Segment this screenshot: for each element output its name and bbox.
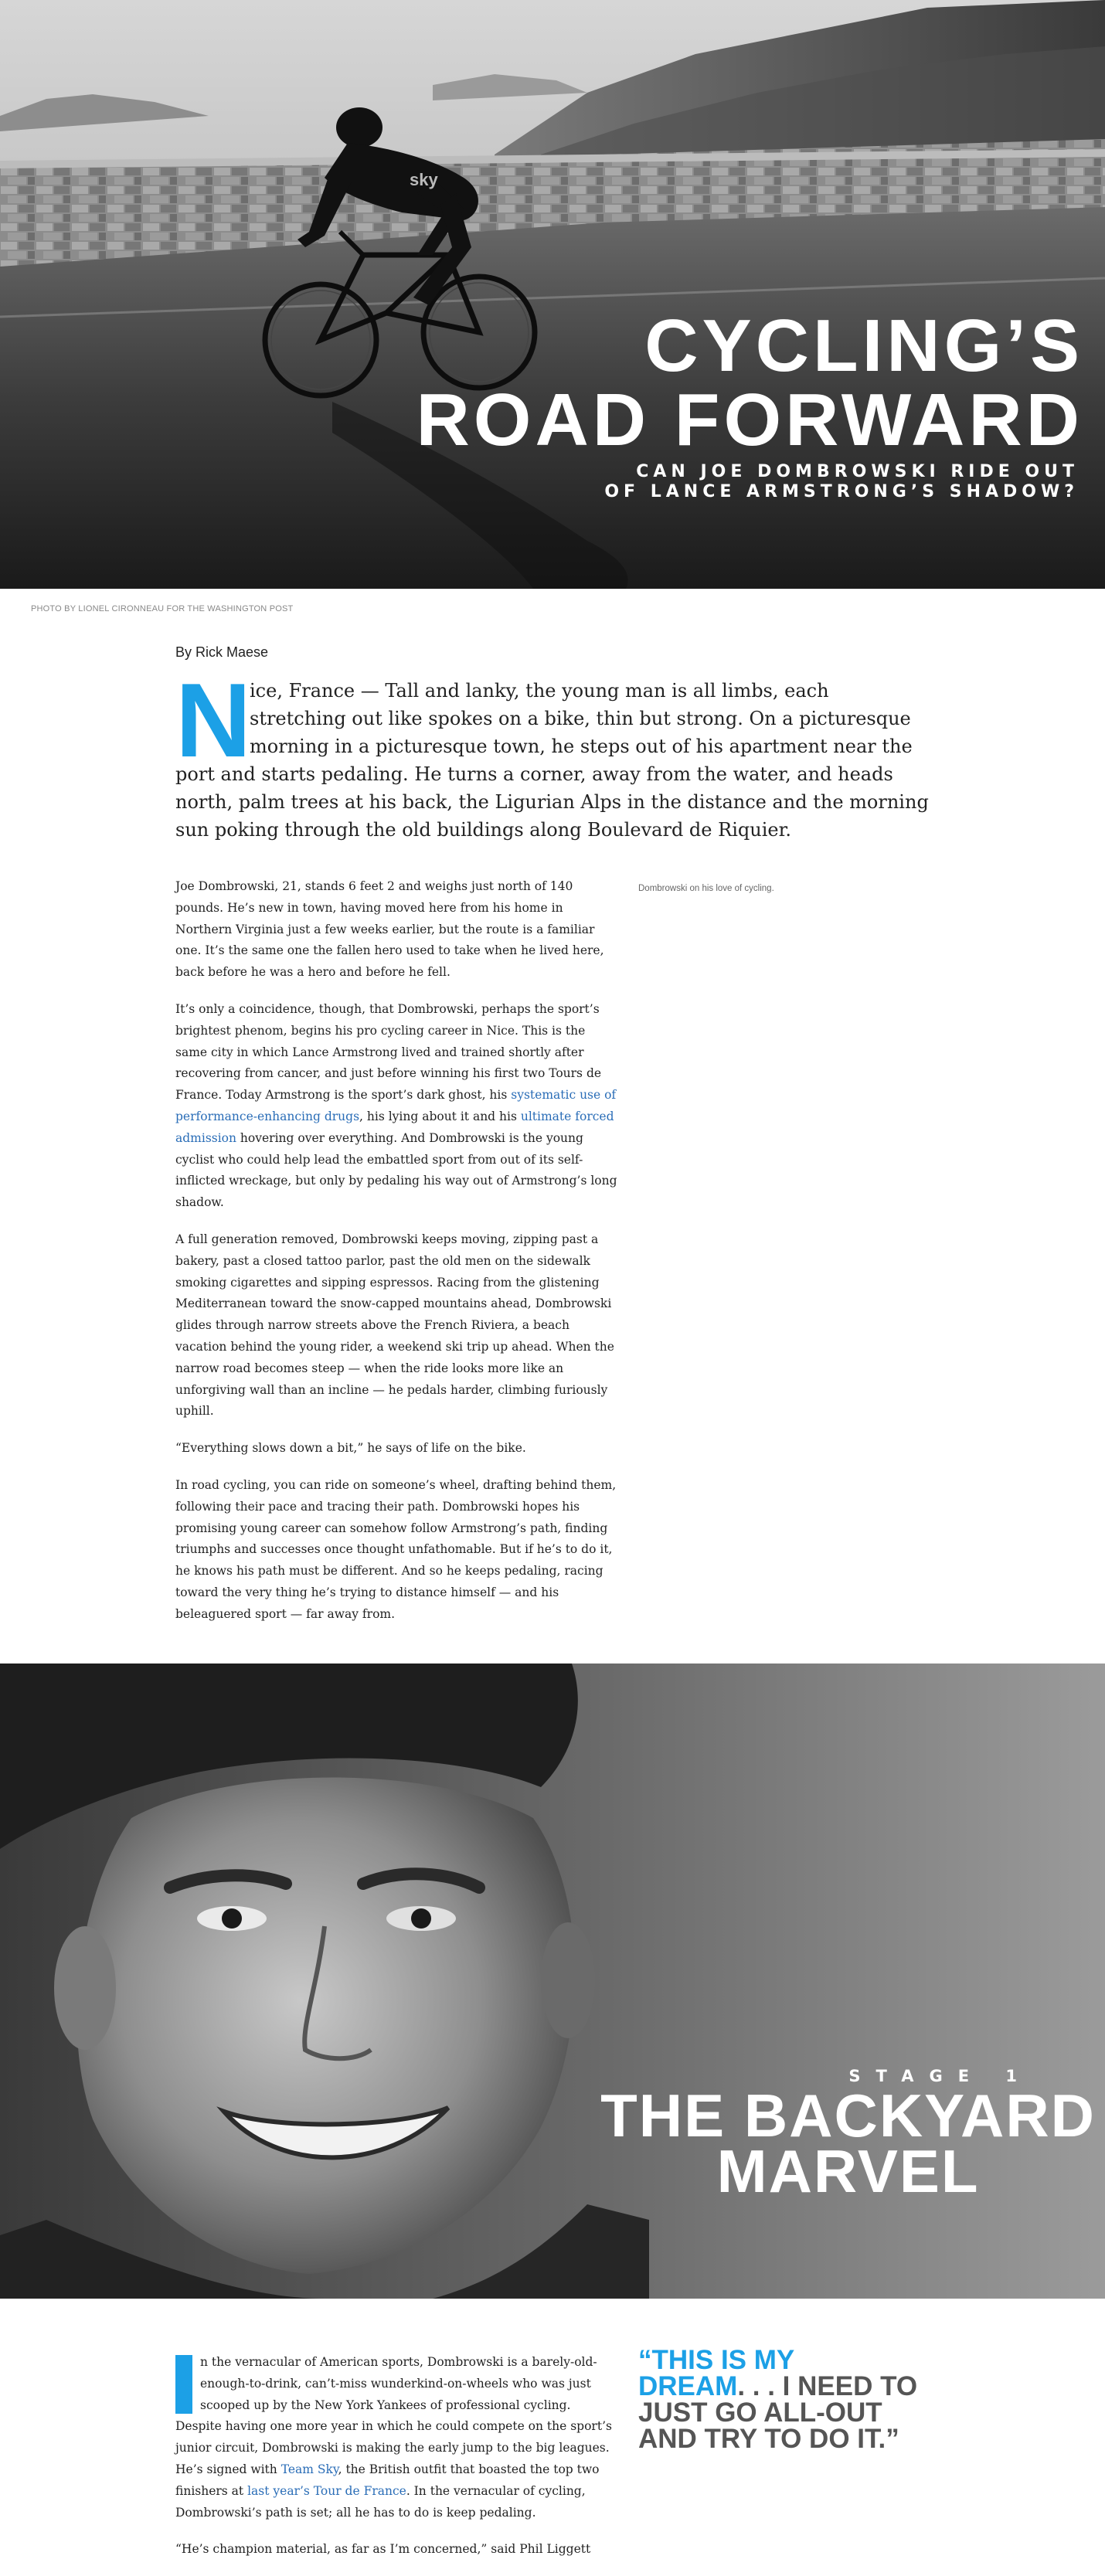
video-caption: Dombrowski on his love of cycling. (638, 884, 774, 893)
pull-quote-open: “THIS IS MY (638, 2345, 795, 2375)
pull-quote (638, 2347, 932, 2452)
paragraph-text: . In the vernacular of cycling, Dombrowski’s path is set; all he has to do is keep pedaling. (175, 2483, 586, 2520)
link-team-sky[interactable]: Team Sky (280, 2462, 338, 2476)
paragraph-text: , his lying about it and his (359, 1109, 521, 1123)
link-systematic-use[interactable]: systematic use of performance-enhancing drugs (175, 1088, 617, 1123)
stage-label: STAGE 1 (848, 2067, 1032, 2085)
headline-line-1: CYCLING’S (644, 304, 1083, 387)
byline: By Rick Maese (175, 644, 269, 660)
paragraph-text: hovering over everything. And Dombrowski is the young cyclist who could help lead the embattled sport from out of its self-inflicted wreckage, but only by pedaling his way out of Armstrong’s long shadow. (175, 1130, 617, 1210)
paragraph (175, 2352, 620, 2523)
paragraph: Joe Dombrowski, 21, stands 6 feet 2 and weighs just north of 140 pounds. He’s new in town, having moved here from his home in Northern Virginia just a few weeks earlier, but the route is a familiar one. It’s the same one the fallen hero used to take when he lived here, back before he was a hero and before he fell. (175, 879, 604, 980)
paragraph: “He’s champion material, as far as I’m concerned,” said Phil Liggett (175, 2542, 591, 2557)
drop-cap (175, 2355, 192, 2414)
headline-line-2: ROAD FORWARD (416, 379, 1083, 461)
section-title-line-2: MARVEL (716, 2137, 980, 2205)
paragraph-text: , the British outfit that boasted the top two finishers at (175, 2462, 600, 2498)
section-title (600, 2082, 1096, 2205)
hero-image (0, 0, 1105, 589)
stage-1-body (175, 2352, 620, 2576)
photo-credit: PHOTO BY LIONEL CIRONNEAU FOR THE WASHINGTON POST (31, 604, 294, 613)
headline (416, 304, 1083, 461)
subheadline-line-2: OF LANCE ARMSTRONG’S SHADOW? (604, 482, 1079, 501)
subheadline (604, 462, 1079, 502)
pull-quote-highlight: DREAM (638, 2371, 738, 2401)
link-forced-admission[interactable]: ultimate forced admission (175, 1109, 614, 1145)
lede-text: ice, France — Tall and lanky, the young man is all limbs, each stretching out like spokes on a bike, thin but strong. On a picturesque morning in a picturesque town, he steps out of his apartment near the port and starts pedaling. He turns a corner, away from the water, and heads north, palm trees at his back, the Ligurian Alps in the distance and the morning sun poking through the old buildings along Boulevard de Riquier. (175, 680, 929, 841)
subheadline-line-1: CAN JOE DOMBROWSKI RIDE OUT (636, 462, 1079, 481)
paragraph: A full generation removed, Dombrowski keeps moving, zipping past a bakery, past a closed tattoo parlor, past the old men on the sidewalk smoking cigarettes and sipping espressos. Racing from the glistening Mediterranean toward the snow-capped mountains ahead, Dombrowski glides through narrow streets above the French Riviera, a beach vacation behind the young rider, a weekend ski trip up ahead. When the narrow road becomes steep — when the ride looks more like an unforgiving wall than an incline — he pedals harder, climbing furiously uphill. (175, 1232, 614, 1419)
paragraph: In road cycling, you can ride on someone’s wheel, drafting behind them, following their pace and tracing their path. Dombrowski hopes his promising young career can somehow follow Armstrong’s path, finding triumphs and successes once thought unfathomable. But if he’s to do it, he knows his path must be different. And so he keeps pedaling, racing toward the very thing he’s trying to distance himself — and his beleaguered sport — far away from. (175, 1477, 617, 1621)
link-tour-de-france[interactable]: last year’s Tour de France (247, 2483, 406, 2498)
pull-quote-rest: . . . I NEED TO JUST GO ALL-OUT AND TRY TO DO IT.” (638, 2371, 918, 2454)
paragraph-text: It’s only a coincidence, though, that Dombrowski, perhaps the sport’s brightest phenom, begins his pro cycling career in Nice. This is the same city in which Lance Armstrong lived and trained shortly after recovering from cancer, and just before winning his first two Tours de France. Today Armstrong is the sport’s dark ghost, his (175, 1001, 602, 1103)
paragraph: “Everything slows down a bit,” he says of life on the bike. (175, 1441, 526, 1456)
drop-cap: N (175, 661, 252, 779)
paragraph-text: n the vernacular of American sports, Dombrowski is a barely-old-enough-to-drink, can’t-miss wunderkind-on-wheels who was just scooped up by the New York Yankees of professional cycling. Despite having one more year in which he could compete on the sport’s junior circuit, Dombrowski is making the early jump to the big leagues. He’s signed with (175, 2355, 612, 2476)
paragraph (175, 999, 620, 1214)
section-title-line-1: THE BACKYARD (600, 2082, 1096, 2149)
article-body (175, 876, 620, 1641)
lede-paragraph (175, 661, 929, 844)
svg-text:sky: sky (410, 170, 438, 189)
